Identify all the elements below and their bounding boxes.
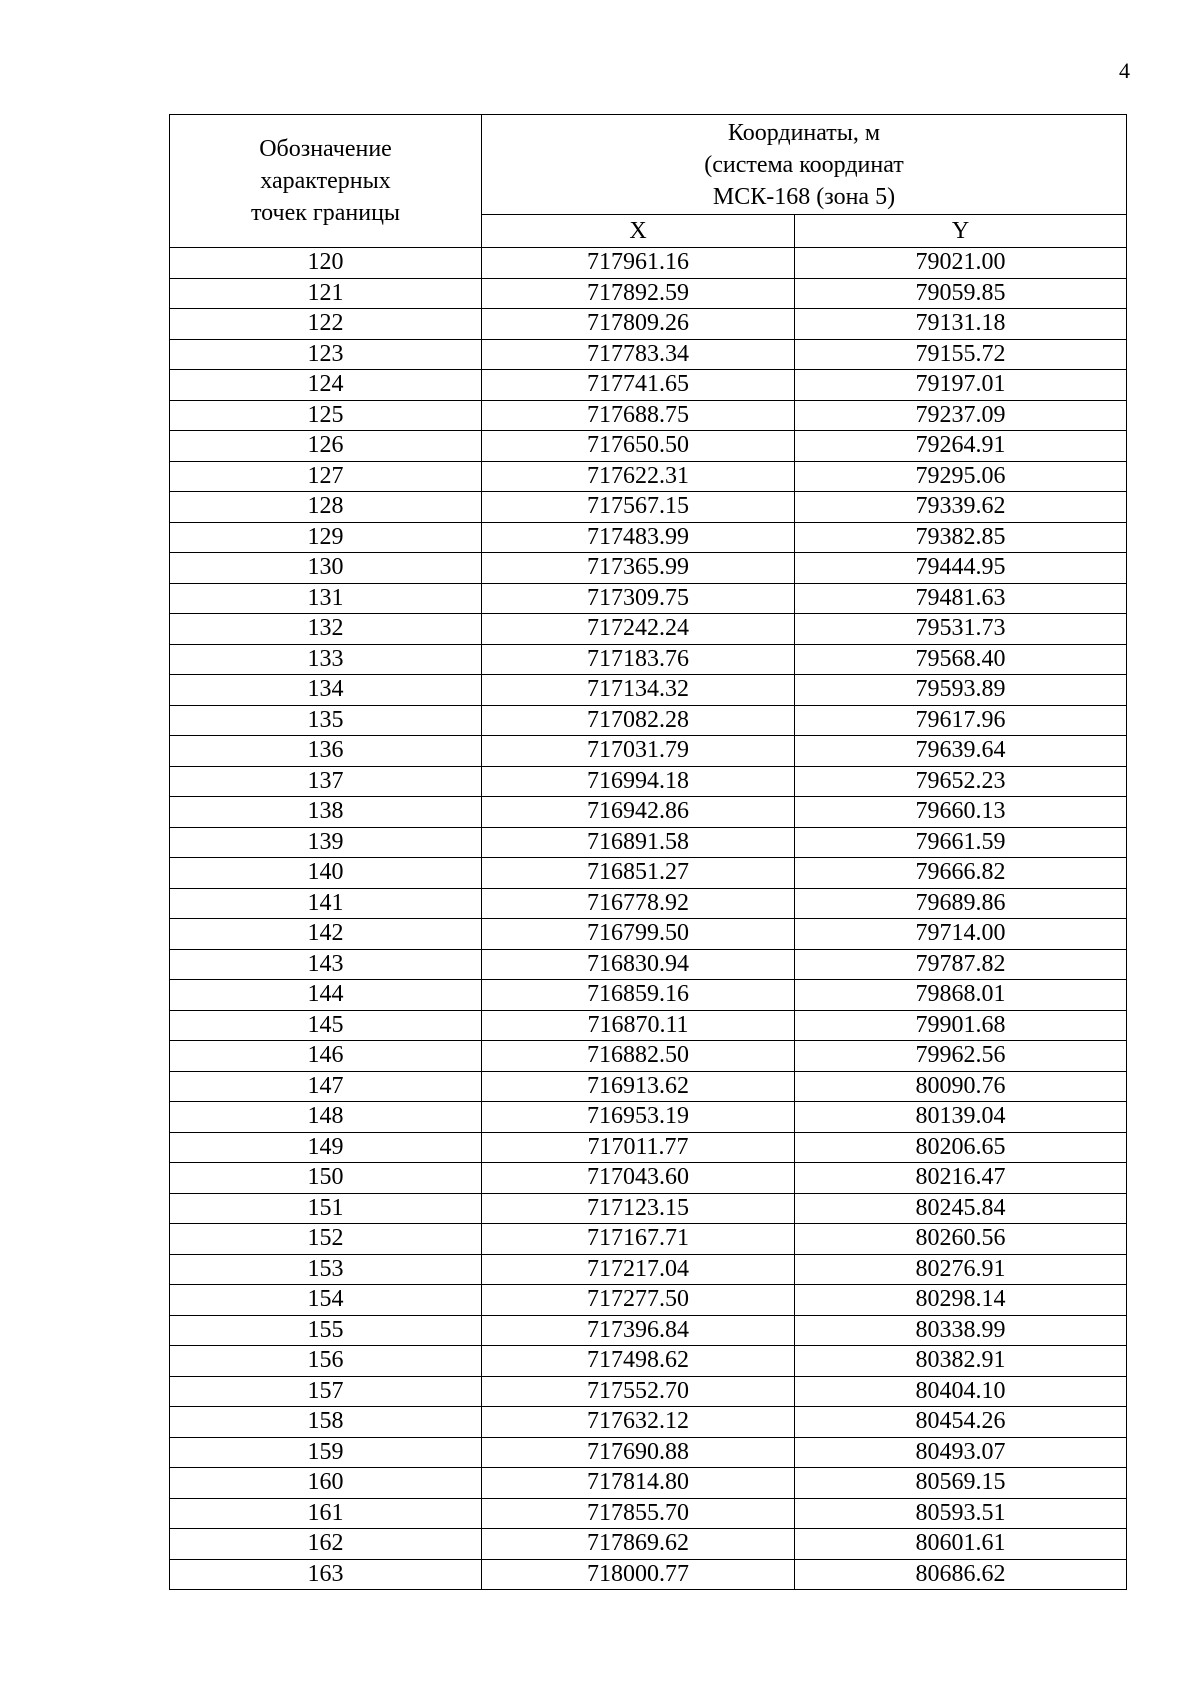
cell-point: 126 xyxy=(170,431,482,462)
header-y: Y xyxy=(795,215,1127,248)
cell-point: 163 xyxy=(170,1559,482,1590)
cell-x: 717031.79 xyxy=(482,736,795,767)
cell-point: 128 xyxy=(170,492,482,523)
table-row xyxy=(170,1193,1127,1224)
cell-point: 157 xyxy=(170,1376,482,1407)
table-row xyxy=(170,309,1127,340)
table-row xyxy=(170,339,1127,370)
table-row xyxy=(170,1468,1127,1499)
coordinates-table xyxy=(169,114,1127,1590)
table-row xyxy=(170,888,1127,919)
cell-y: 80493.07 xyxy=(795,1437,1127,1468)
cell-point: 155 xyxy=(170,1315,482,1346)
table-row xyxy=(170,431,1127,462)
cell-x: 717567.15 xyxy=(482,492,795,523)
cell-y: 79593.89 xyxy=(795,675,1127,706)
cell-point: 151 xyxy=(170,1193,482,1224)
table-row xyxy=(170,949,1127,980)
cell-y: 80216.47 xyxy=(795,1163,1127,1194)
cell-x: 717134.32 xyxy=(482,675,795,706)
cell-point: 131 xyxy=(170,583,482,614)
cell-x: 716778.92 xyxy=(482,888,795,919)
table-row xyxy=(170,370,1127,401)
table-row xyxy=(170,522,1127,553)
cell-point: 133 xyxy=(170,644,482,675)
table-row xyxy=(170,1010,1127,1041)
cell-y: 79868.01 xyxy=(795,980,1127,1011)
cell-point: 120 xyxy=(170,248,482,279)
cell-point: 124 xyxy=(170,370,482,401)
table-row xyxy=(170,1163,1127,1194)
table-row xyxy=(170,614,1127,645)
cell-y: 79531.73 xyxy=(795,614,1127,645)
cell-point: 135 xyxy=(170,705,482,736)
cell-x: 717365.99 xyxy=(482,553,795,584)
table-row xyxy=(170,919,1127,950)
cell-x: 717011.77 xyxy=(482,1132,795,1163)
cell-x: 717783.34 xyxy=(482,339,795,370)
table-row xyxy=(170,827,1127,858)
cell-x: 717690.88 xyxy=(482,1437,795,1468)
cell-x: 717741.65 xyxy=(482,370,795,401)
cell-x: 717309.75 xyxy=(482,583,795,614)
cell-point: 132 xyxy=(170,614,482,645)
cell-x: 717483.99 xyxy=(482,522,795,553)
cell-y: 79689.86 xyxy=(795,888,1127,919)
table-row xyxy=(170,705,1127,736)
table-header xyxy=(170,115,1127,248)
cell-x: 716830.94 xyxy=(482,949,795,980)
cell-x: 716994.18 xyxy=(482,766,795,797)
cell-x: 717082.28 xyxy=(482,705,795,736)
cell-y: 79444.95 xyxy=(795,553,1127,584)
header-point-designation: Обозначение характерных точек границы xyxy=(170,115,482,248)
cell-point: 161 xyxy=(170,1498,482,1529)
cell-point: 156 xyxy=(170,1346,482,1377)
cell-y: 79568.40 xyxy=(795,644,1127,675)
table-row xyxy=(170,1529,1127,1560)
cell-point: 158 xyxy=(170,1407,482,1438)
table-row xyxy=(170,1437,1127,1468)
table-row xyxy=(170,461,1127,492)
table-row xyxy=(170,1285,1127,1316)
cell-y: 79617.96 xyxy=(795,705,1127,736)
table-row xyxy=(170,278,1127,309)
table-row xyxy=(170,248,1127,279)
cell-y: 79901.68 xyxy=(795,1010,1127,1041)
cell-point: 121 xyxy=(170,278,482,309)
table-row xyxy=(170,1132,1127,1163)
cell-x: 716891.58 xyxy=(482,827,795,858)
cell-y: 79666.82 xyxy=(795,858,1127,889)
cell-y: 79639.64 xyxy=(795,736,1127,767)
cell-point: 134 xyxy=(170,675,482,706)
table-row xyxy=(170,1407,1127,1438)
cell-point: 149 xyxy=(170,1132,482,1163)
cell-point: 145 xyxy=(170,1010,482,1041)
cell-x: 716913.62 xyxy=(482,1071,795,1102)
cell-point: 136 xyxy=(170,736,482,767)
cell-x: 717498.62 xyxy=(482,1346,795,1377)
table-row xyxy=(170,1254,1127,1285)
cell-point: 141 xyxy=(170,888,482,919)
cell-y: 80404.10 xyxy=(795,1376,1127,1407)
table-row xyxy=(170,766,1127,797)
cell-y: 79339.62 xyxy=(795,492,1127,523)
cell-point: 154 xyxy=(170,1285,482,1316)
cell-point: 140 xyxy=(170,858,482,889)
cell-x: 717277.50 xyxy=(482,1285,795,1316)
cell-y: 80245.84 xyxy=(795,1193,1127,1224)
cell-x: 717961.16 xyxy=(482,248,795,279)
cell-y: 79237.09 xyxy=(795,400,1127,431)
cell-point: 123 xyxy=(170,339,482,370)
cell-x: 717855.70 xyxy=(482,1498,795,1529)
cell-y: 79155.72 xyxy=(795,339,1127,370)
cell-x: 717043.60 xyxy=(482,1163,795,1194)
cell-x: 717552.70 xyxy=(482,1376,795,1407)
cell-point: 129 xyxy=(170,522,482,553)
cell-point: 130 xyxy=(170,553,482,584)
cell-point: 144 xyxy=(170,980,482,1011)
table-row xyxy=(170,736,1127,767)
cell-x: 717217.04 xyxy=(482,1254,795,1285)
cell-x: 717869.62 xyxy=(482,1529,795,1560)
table-row xyxy=(170,1224,1127,1255)
cell-point: 150 xyxy=(170,1163,482,1194)
cell-x: 717892.59 xyxy=(482,278,795,309)
table-row xyxy=(170,1559,1127,1590)
cell-x: 716799.50 xyxy=(482,919,795,950)
cell-x: 717632.12 xyxy=(482,1407,795,1438)
cell-x: 716882.50 xyxy=(482,1041,795,1072)
table-row xyxy=(170,583,1127,614)
cell-x: 717167.71 xyxy=(482,1224,795,1255)
cell-x: 717183.76 xyxy=(482,644,795,675)
cell-x: 717242.24 xyxy=(482,614,795,645)
cell-point: 146 xyxy=(170,1041,482,1072)
cell-point: 143 xyxy=(170,949,482,980)
cell-y: 79295.06 xyxy=(795,461,1127,492)
cell-x: 716859.16 xyxy=(482,980,795,1011)
cell-y: 79021.00 xyxy=(795,248,1127,279)
header-x: X xyxy=(482,215,795,248)
table-row xyxy=(170,1498,1127,1529)
cell-y: 80686.62 xyxy=(795,1559,1127,1590)
cell-point: 139 xyxy=(170,827,482,858)
cell-x: 718000.77 xyxy=(482,1559,795,1590)
cell-point: 153 xyxy=(170,1254,482,1285)
cell-y: 79131.18 xyxy=(795,309,1127,340)
table-row xyxy=(170,1102,1127,1133)
cell-x: 717123.15 xyxy=(482,1193,795,1224)
cell-y: 79787.82 xyxy=(795,949,1127,980)
cell-x: 717688.75 xyxy=(482,400,795,431)
cell-point: 152 xyxy=(170,1224,482,1255)
cell-point: 148 xyxy=(170,1102,482,1133)
cell-y: 80382.91 xyxy=(795,1346,1127,1377)
cell-x: 717396.84 xyxy=(482,1315,795,1346)
cell-y: 80569.15 xyxy=(795,1468,1127,1499)
cell-y: 79652.23 xyxy=(795,766,1127,797)
cell-point: 138 xyxy=(170,797,482,828)
cell-y: 80298.14 xyxy=(795,1285,1127,1316)
cell-y: 80090.76 xyxy=(795,1071,1127,1102)
cell-point: 125 xyxy=(170,400,482,431)
cell-y: 79962.56 xyxy=(795,1041,1127,1072)
cell-point: 159 xyxy=(170,1437,482,1468)
cell-point: 127 xyxy=(170,461,482,492)
cell-y: 80206.65 xyxy=(795,1132,1127,1163)
table-row xyxy=(170,1041,1127,1072)
cell-y: 79059.85 xyxy=(795,278,1127,309)
cell-point: 122 xyxy=(170,309,482,340)
cell-y: 80593.51 xyxy=(795,1498,1127,1529)
cell-y: 79481.63 xyxy=(795,583,1127,614)
table-row xyxy=(170,492,1127,523)
cell-x: 717809.26 xyxy=(482,309,795,340)
table-body xyxy=(170,248,1127,1590)
cell-x: 717622.31 xyxy=(482,461,795,492)
table-row xyxy=(170,400,1127,431)
table-row xyxy=(170,644,1127,675)
cell-point: 142 xyxy=(170,919,482,950)
table-row xyxy=(170,1315,1127,1346)
cell-point: 162 xyxy=(170,1529,482,1560)
cell-y: 80260.56 xyxy=(795,1224,1127,1255)
table-row xyxy=(170,1071,1127,1102)
table-row xyxy=(170,1346,1127,1377)
table-row xyxy=(170,675,1127,706)
cell-x: 716870.11 xyxy=(482,1010,795,1041)
cell-x: 716851.27 xyxy=(482,858,795,889)
cell-point: 137 xyxy=(170,766,482,797)
table-row xyxy=(170,858,1127,889)
cell-y: 79661.59 xyxy=(795,827,1127,858)
table-row xyxy=(170,1376,1127,1407)
cell-y: 80338.99 xyxy=(795,1315,1127,1346)
cell-y: 80601.61 xyxy=(795,1529,1127,1560)
cell-x: 717814.80 xyxy=(482,1468,795,1499)
cell-y: 80454.26 xyxy=(795,1407,1127,1438)
cell-y: 79382.85 xyxy=(795,522,1127,553)
cell-y: 79264.91 xyxy=(795,431,1127,462)
cell-y: 80276.91 xyxy=(795,1254,1127,1285)
cell-y: 79660.13 xyxy=(795,797,1127,828)
cell-y: 79197.01 xyxy=(795,370,1127,401)
table-row xyxy=(170,553,1127,584)
cell-y: 80139.04 xyxy=(795,1102,1127,1133)
table-row xyxy=(170,797,1127,828)
header-coordinates: Координаты, м (система координат МСК-168 (зона 5) xyxy=(482,115,1127,215)
table-row xyxy=(170,980,1127,1011)
cell-x: 717650.50 xyxy=(482,431,795,462)
page-number: 4 xyxy=(1119,58,1130,83)
cell-x: 716942.86 xyxy=(482,797,795,828)
cell-x: 716953.19 xyxy=(482,1102,795,1133)
cell-point: 147 xyxy=(170,1071,482,1102)
cell-point: 160 xyxy=(170,1468,482,1499)
cell-y: 79714.00 xyxy=(795,919,1127,950)
